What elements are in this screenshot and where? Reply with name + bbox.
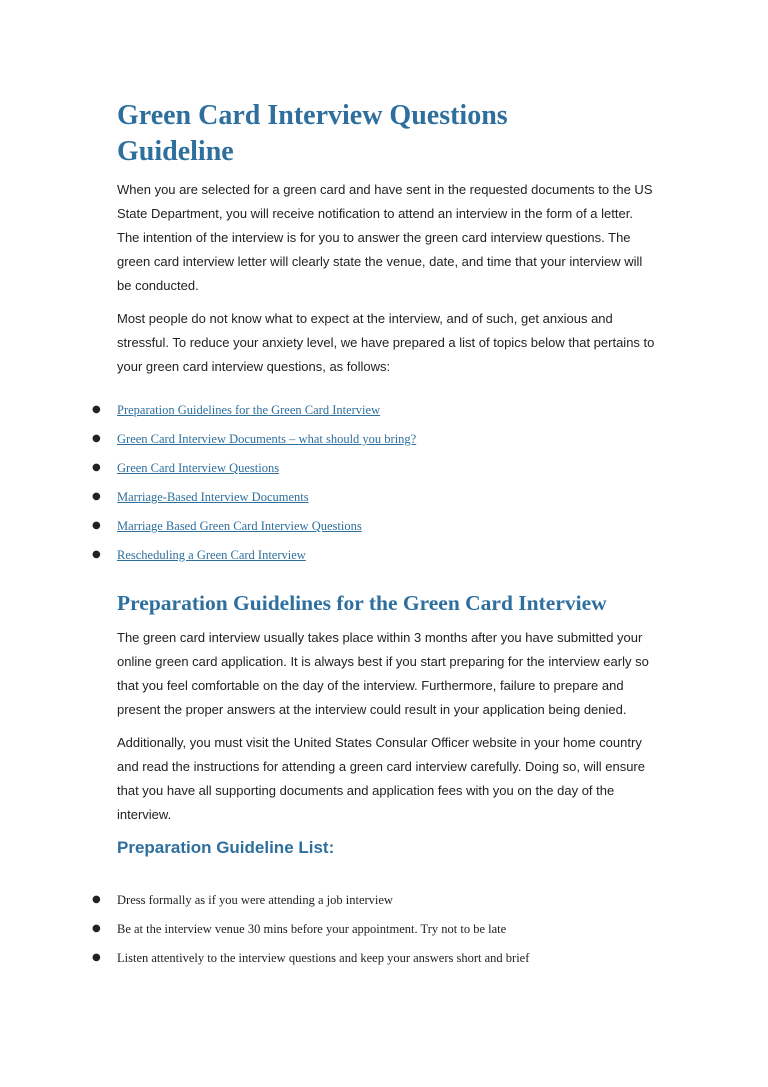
bullet-icon: ● — [92, 952, 101, 963]
link-interview-questions[interactable]: Green Card Interview Questions — [117, 461, 280, 475]
list-item — [0, 543, 768, 572]
bullet-icon: ● — [92, 433, 101, 444]
list-item — [0, 946, 768, 975]
bullet-icon: ● — [92, 462, 101, 473]
guideline-item: Dress formally as if you were attending a job interview — [117, 893, 393, 907]
preparation-section — [117, 588, 657, 860]
topic-link-list — [0, 398, 768, 572]
intro-paragraph: Most people do not know what to expect at the interview, and of such, get anxious and stressful. To reduce your anxiety level, we have prepared a list of topics below that pertains to your green card interview questions, as follows: — [117, 311, 655, 374]
bullet-icon: ● — [92, 491, 101, 502]
page-title — [117, 98, 657, 170]
link-marriage-documents[interactable]: Marriage-Based Interview Documents — [117, 490, 309, 504]
section-paragraph: Additionally, you must visit the United States Consular Officer website in your home country and read the instructions for attending a green card interview carefully. Doing so, will ensure that you have all supporting documents and application fees with you on the day of the interview. — [117, 735, 645, 822]
bullet-icon: ● — [92, 549, 101, 560]
bullet-icon: ● — [92, 923, 101, 934]
list-item — [0, 485, 768, 514]
bullet-icon: ● — [92, 520, 101, 531]
title-line-1: Green Card Interview Questions — [117, 100, 508, 131]
section-paragraph: The green card interview usually takes place within 3 months after you have submitted your online green card application. It is always best if you start preparing for the interview early so that you feel comfortable on the day of the interview. Furthermore, failure to prepare and present the proper answers at the interview could result in your application being denied. — [117, 630, 649, 717]
list-heading: Preparation Guideline List: — [117, 838, 335, 857]
list-item — [0, 427, 768, 456]
link-preparation-guidelines[interactable]: Preparation Guidelines for the Green Card Interview — [117, 403, 381, 417]
list-item — [0, 917, 768, 946]
intro-block — [117, 98, 657, 388]
bullet-icon: ● — [92, 404, 101, 415]
list-item — [0, 456, 768, 485]
guideline-list — [0, 888, 768, 975]
intro-paragraph: When you are selected for a green card and have sent in the requested documents to the US State Department, you will receive notification to attend an interview in the form of a letter. The intention of the interview is for you to answer the green card interview questions. The green card interview letter will clearly state the venue, date, and time that your interview will be conducted. — [117, 182, 653, 293]
guideline-item: Listen attentively to the interview questions and keep your answers short and brief — [117, 951, 530, 965]
list-item — [0, 398, 768, 427]
section-heading: Preparation Guidelines for the Green Card Interview — [117, 591, 607, 615]
list-item — [0, 514, 768, 543]
link-interview-documents[interactable]: Green Card Interview Documents – what should you bring? — [117, 432, 417, 446]
title-line-2: Guideline — [117, 136, 234, 167]
guideline-item: Be at the interview venue 30 mins before your appointment. Try not to be late — [117, 922, 507, 936]
link-marriage-questions[interactable]: Marriage Based Green Card Interview Questions — [117, 519, 362, 533]
list-item — [0, 888, 768, 917]
bullet-icon: ● — [92, 894, 101, 905]
link-rescheduling[interactable]: Rescheduling a Green Card Interview — [117, 548, 306, 562]
